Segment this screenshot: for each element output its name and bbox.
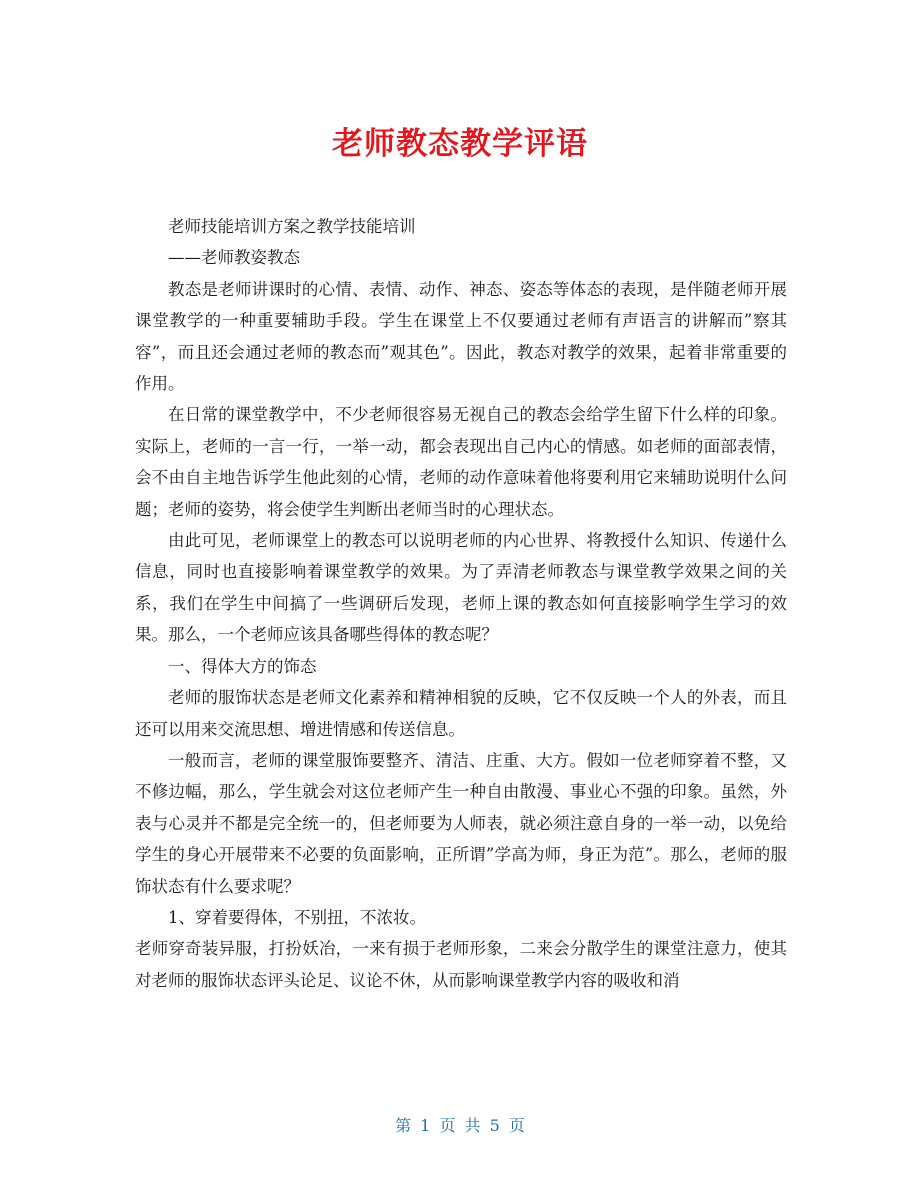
paragraph-daily-teaching: 在日常的课堂教学中，不少老师很容易无视自己的教态会给学生留下什么样的印象。实际上，老师的一言一行，一举一动，都会表现出自己内心的情感。如老师的面部表情，会不由自主地告诉学生他此刻的心情，老师的动作意味着他将要利用它来辅助说明什么问题；老师的姿势，将会使学生判断出老师当时的心理状态。 <box>135 405 787 519</box>
paragraph-dress-requirements: 一般而言，老师的课堂服饰要整齐、清洁、庄重、大方。假如一位老师穿着不整，又不修边幅，那么，学生就会对这位老师产生一种自由散漫、事业心不强的印象。虽然，外表与心灵并不都是完全统一的，但老师要为人师表，就必须注意自身的一举一动，以免给学生的身心开展带来不必要的负面影响，正所谓”学高为师，身正为范”。那么，老师的服饰状态有什么要求呢？ <box>135 750 787 896</box>
paragraph-dress-detail: 老师穿奇装异服，打扮妖冶，一来有损于老师形象，二来会分散学生的课堂注意力，使其对老师的服饰状态评头论足、议论不休，从而影响课堂教学内容的吸收和消 <box>135 939 787 990</box>
document-body <box>135 211 787 996</box>
list-item-1: 1、穿着要得体，不别扭，不浓妆。 <box>168 907 426 927</box>
subtitle-dash-line: ——老师教姿教态 <box>168 248 300 268</box>
paragraph-intro: 教态是老师讲课时的心情、表情、动作、神态、姿态等体态的表现，是伴随老师开展课堂教学的一种重要辅助手段。学生在课堂上不仅要通过老师有声语言的讲解而”察其容”，而且还会通过老师的教态而”观其色”。因此，教态对教学的效果，起着非常重要的作用。 <box>135 279 787 394</box>
paragraph-conclusion: 由此可见，老师课堂上的教态可以说明老师的内心世界、将教授什么知识、传递什么信息，同时也直接影响着课堂教学的效果。为了弄清老师教态与课堂教学效果之间的关系，我们在学生中间搞了一些调研后发现，老师上课的教态如何直接影响学生学习的效果。那么，一个老师应该具备哪些得体的教态呢？ <box>135 531 787 645</box>
subtitle-line: 老师技能培训方案之教学技能培训 <box>168 217 416 236</box>
paragraph-dress-state: 老师的服饰状态是老师文化素养和精神相貌的反映，它不仅反映一个人的外表，而且还可以用来交流思想、增进情感和传送信息。 <box>135 688 787 739</box>
document-title: 老师教态教学评语 <box>332 126 588 162</box>
page-footer: 第 1 页 共 5 页 <box>395 1116 525 1135</box>
section-heading-1: 一、得体大方的饰态 <box>168 656 317 676</box>
